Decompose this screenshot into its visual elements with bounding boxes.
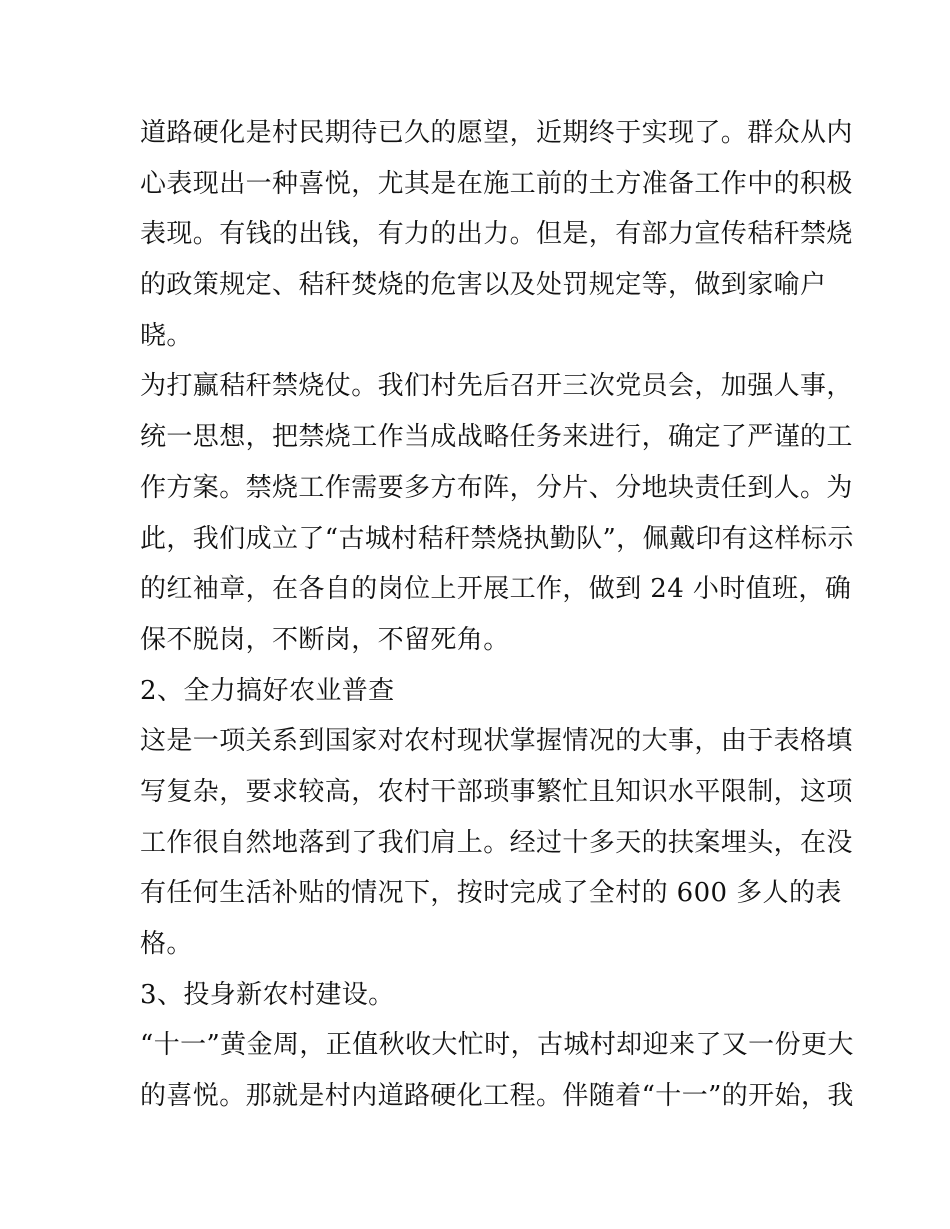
text-line: 格。 [140,929,193,959]
text-line: 的红袖章，在各自的岗位上开展工作，做到 24 小时值班，确 [140,574,852,605]
text-line: 道路硬化是村民期待已久的愿望，近期终于实现了。群众从内 [140,118,853,148]
text-line: 表现。有钱的出钱，有力的出力。但是，有部力宣传秸秆禁烧 [140,219,853,250]
paragraph-straw-burning-ban [140,361,854,665]
text-line: 工作很自然地落到了我们肩上。经过十多天的扶案埋头，在没 [140,827,853,858]
text-line: 为打赢秸秆禁烧仗。我们村先后召开三次党员会，加强人事， [140,371,853,402]
text-line: 保不脱岗，不断岗，不留死角。 [140,624,510,655]
paragraph-national-day [140,1020,854,1121]
text-line: 的喜悦。那就是村内道路硬化工程。伴随着“十一”的开始，我 [140,1081,854,1112]
heading-line: 3、投身新农村建设。 [140,979,395,1010]
section-heading-new-countryside [140,970,820,1021]
text-line: 有任何生活补贴的情况下，按时完成了全村的 600 多人的表 [140,878,842,909]
text-line: 这是一项关系到国家对农村现状掌握情况的大事，由于表格填 [140,726,853,757]
text-line: 写复杂，要求较高，农村干部琐事繁忙且知识水平限制，这项 [140,776,853,807]
text-line: 统一思想，把禁烧工作当成战略任务来进行，确定了严谨的工 [140,422,853,453]
heading-line: 2、全力搞好农业普查 [140,675,395,706]
paragraph-road-hardening [140,108,853,361]
text-line: 的政策规定、秸秆焚烧的危害以及处罚规定等，做到家喻户 [140,270,827,301]
text-line: 作方案。禁烧工作需要多方布阵，分片、分地块责任到人。为 [140,472,853,503]
text-line: “十一”黄金周，正值秋收大忙时，古城村却迎来了又一份更大 [140,1030,854,1061]
text-line: 此，我们成立了“古城村秸秆禁烧执勤队”，佩戴印有这样标示 [140,523,854,554]
body-text [140,108,854,1122]
text-line: 晓。 [140,320,193,351]
section-heading-agricultural-census [140,666,820,717]
paragraph-agricultural-census [140,716,853,969]
text-line: 心表现出一种喜悦，尤其是在施工前的土方准备工作中的积极 [140,168,853,199]
